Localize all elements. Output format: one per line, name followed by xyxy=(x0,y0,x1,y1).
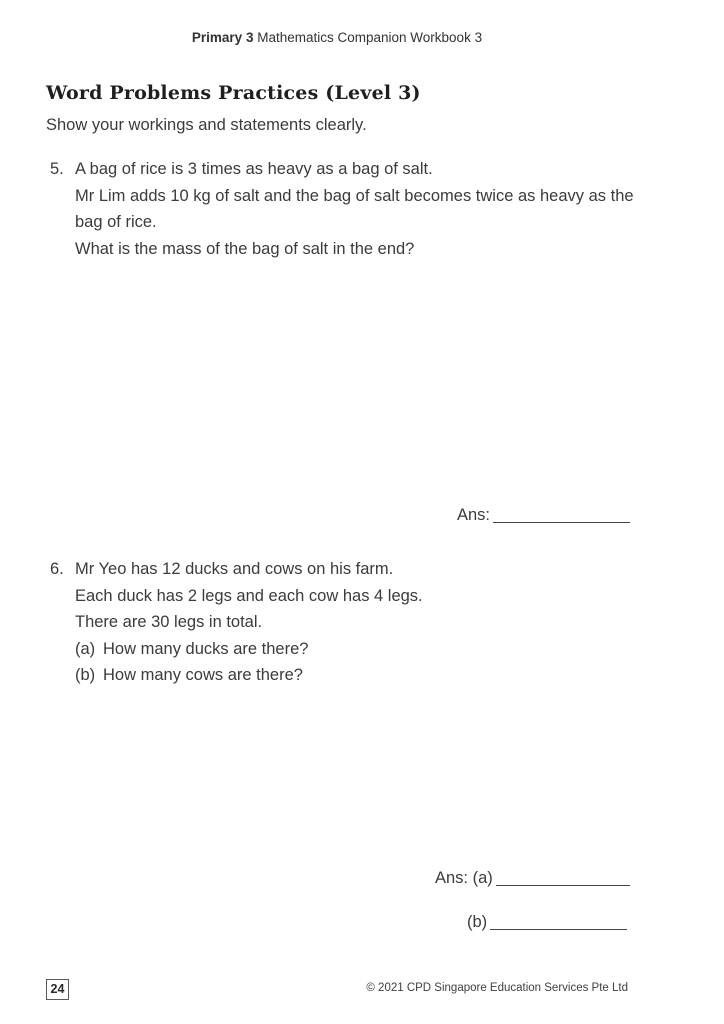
question-5-line-4: What is the mass of the bag of salt in the end? xyxy=(75,239,415,258)
question-5-line-1: A bag of rice is 3 times as heavy as a bag of salt. xyxy=(75,160,433,178)
question-5-body xyxy=(75,156,634,262)
answer-blank-q5 xyxy=(493,522,630,523)
answer-label-q5: Ans: xyxy=(457,506,491,524)
header-book-title: Mathematics Companion Workbook 3 xyxy=(257,30,483,45)
answer-blank-q6a xyxy=(496,885,630,886)
answer-line-q6b xyxy=(467,913,627,932)
answer-label-q6a: Ans: (a) xyxy=(435,869,493,887)
answer-label-q6b: (b) xyxy=(467,913,488,931)
question-6-line-1: Mr Yeo has 12 ducks and cows on his farm. xyxy=(75,560,394,578)
question-6-part-b xyxy=(75,662,423,689)
page-number: 24 xyxy=(50,982,65,996)
answer-line-q5 xyxy=(457,506,630,525)
answer-line-q6a xyxy=(435,869,630,888)
copyright-notice: © 2021 CPD Singapore Education Services Pte Ltd xyxy=(366,982,628,994)
question-5 xyxy=(50,156,634,262)
instruction-text: Show your workings and statements clearly. xyxy=(46,116,367,134)
part-a-label: (a) xyxy=(75,639,96,658)
answer-blank-q6b xyxy=(490,929,627,930)
question-6 xyxy=(50,556,423,689)
part-b-text: How many cows are there? xyxy=(103,666,303,684)
question-5-line-3: bag of rice. xyxy=(75,213,157,231)
page-header xyxy=(46,30,628,45)
question-6-body xyxy=(75,556,423,689)
question-6-line-3: There are 30 legs in total. xyxy=(75,613,263,631)
part-a-text: How many ducks are there? xyxy=(103,639,309,658)
question-5-line-2: Mr Lim adds 10 kg of salt and the bag of salt becomes twice as heavy as the xyxy=(75,186,634,205)
part-b-label: (b) xyxy=(75,666,96,684)
question-5-number: 5. xyxy=(50,160,64,178)
page-number-box xyxy=(46,979,69,1000)
section-title: Word Problems Practices (Level 3) xyxy=(46,82,421,104)
header-series-name: Primary 3 xyxy=(191,30,254,45)
question-6-number: 6. xyxy=(50,560,64,578)
question-6-part-a xyxy=(75,636,423,663)
question-6-line-2: Each duck has 2 legs and each cow has 4 legs. xyxy=(75,586,423,605)
